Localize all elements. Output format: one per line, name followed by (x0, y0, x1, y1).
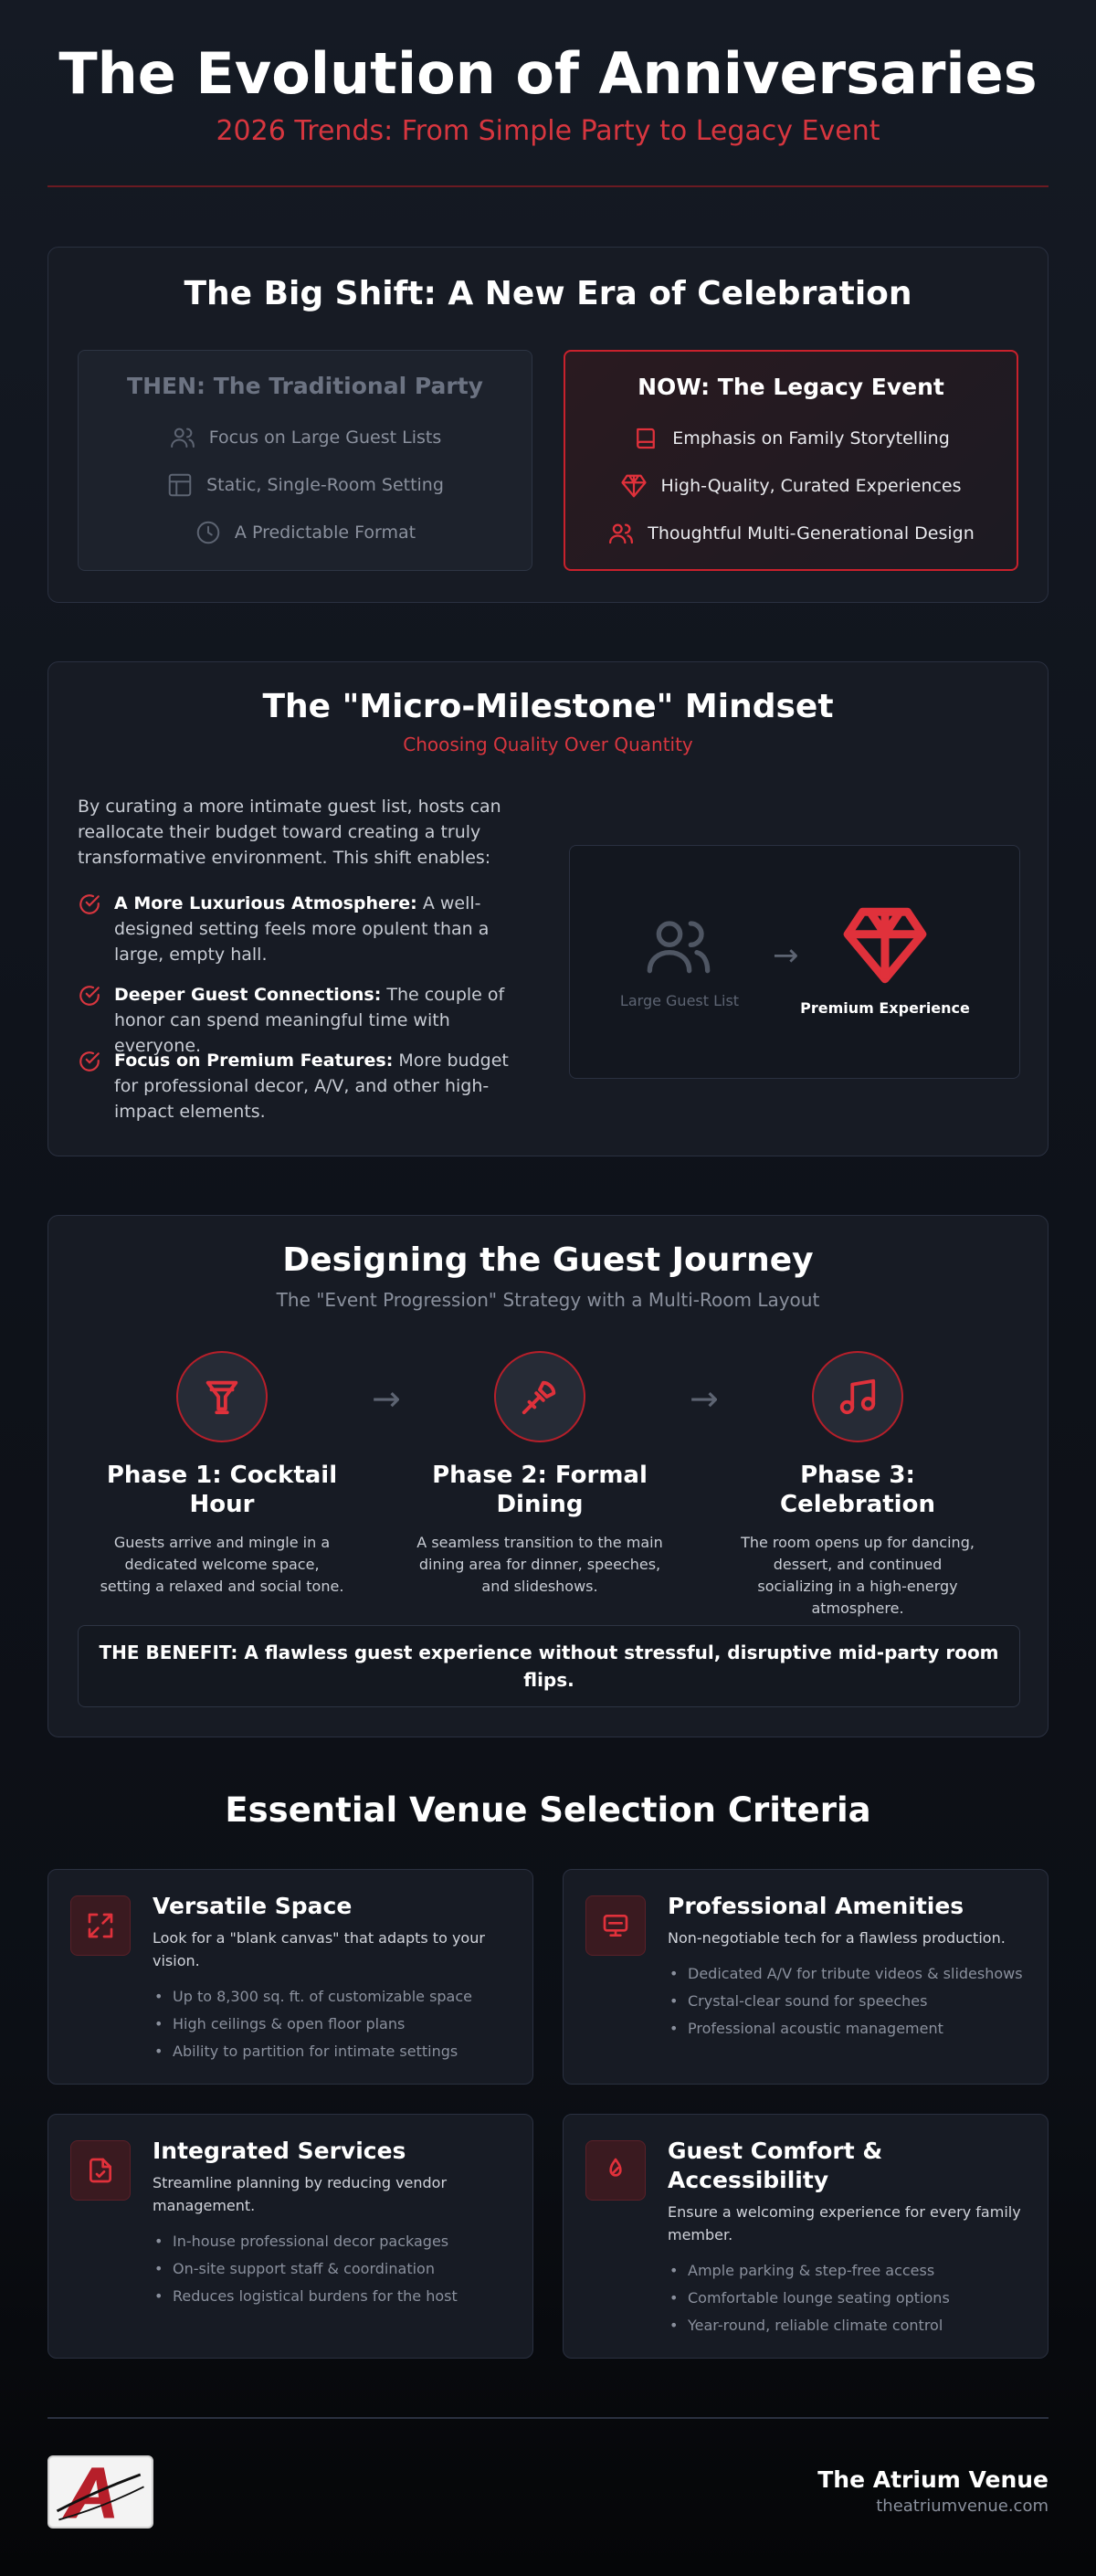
list-item: • Up to 8,300 sq. ft. of customizable space (153, 1983, 514, 2011)
phase-icon-circle (176, 1351, 268, 1442)
criteria-desc: Look for a "blank canvas" that adapts to your vision. (153, 1929, 485, 1969)
book-icon (632, 425, 659, 452)
criteria-icon-box (70, 2140, 131, 2201)
criteria-icon-box (70, 1895, 131, 1956)
criteria-body (153, 1892, 514, 2065)
criteria-body (668, 1892, 1029, 2043)
from-label: Large Guest List (619, 992, 740, 1009)
guest-journey-section (47, 1215, 1049, 1737)
then-item (79, 471, 532, 499)
criteria-icon-box (585, 2140, 646, 2201)
users-icon (607, 520, 635, 547)
benefit-item (78, 891, 525, 967)
benefit-heading: Deeper Guest Connections: (114, 985, 382, 1005)
criteria-card (47, 1869, 533, 2085)
benefit-callout: THE BENEFIT: A flawless guest experience without stressful, disruptive mid-party room flips. (78, 1625, 1020, 1707)
to-label: Premium Experience (800, 999, 970, 1017)
criteria-body (668, 2137, 1029, 2339)
criteria-body (153, 2137, 514, 2310)
file-check-icon (86, 2156, 115, 2185)
list-item: • Year-round, reliable climate control (668, 2312, 1029, 2339)
criteria-card (563, 1869, 1049, 2085)
criteria-desc: Non-negotiable tech for a flawless production. (668, 1929, 1006, 1947)
now-item-label: High-Quality, Curated Experiences (660, 476, 962, 496)
list-item: • Comfortable lounge seating options (668, 2285, 1029, 2312)
phase-desc: Guests arrive and mingle in a dedicated welcome space, setting a relaxed and social tone. (100, 1534, 344, 1595)
users-icon (639, 910, 718, 983)
now-item-label: Emphasis on Family Storytelling (672, 428, 950, 449)
intro-text: By curating a more intimate guest list, hosts can reallocate their budget toward creating a truly transformative environment. This shift enables: (78, 797, 501, 868)
list-item: • Professional acoustic management (668, 2015, 1029, 2043)
quality-visual (569, 845, 1020, 1079)
expand-icon (86, 1911, 115, 1940)
benefit-text: More budget for professional decor, A/V, and other high-impact elements. (114, 1050, 509, 1122)
gem-icon (835, 901, 935, 990)
criteria-card (47, 2114, 533, 2359)
phase-desc: A seamless transition to the main dining area for dinner, speeches, and slideshows. (416, 1534, 663, 1595)
venue-name: The Atrium Venue (817, 2466, 1049, 2493)
big-shift-section (47, 247, 1049, 603)
benefit-text: The couple of honor can spend meaningful time with everyone. (114, 985, 505, 1056)
criteria-list (153, 1983, 514, 2065)
criteria-desc: Ensure a welcoming experience for every family member. (668, 2203, 1021, 2243)
utensils-icon (519, 1376, 561, 1418)
criteria-list (668, 2257, 1029, 2339)
benefit-heading: A More Luxurious Atmosphere: (114, 893, 417, 913)
header-divider (47, 185, 1049, 187)
list-item: • Ability to partition for intimate settings (153, 2038, 514, 2065)
then-item (79, 424, 532, 451)
list-item: • On-site support staff & coordination (153, 2255, 514, 2283)
section-title: Designing the Guest Journey (282, 1241, 814, 1279)
list-item: • Ample parking & step-free access (668, 2257, 1029, 2285)
then-item-label: Static, Single-Room Setting (206, 475, 444, 495)
criteria-title: Essential Venue Selection Criteria (225, 1790, 871, 1830)
criteria-title-text: Integrated Services (153, 2138, 406, 2164)
section-title: The "Micro-Milestone" Mindset (262, 688, 834, 725)
footer-divider (47, 2417, 1049, 2419)
now-title: NOW: The Legacy Event (638, 374, 944, 400)
arrow-icon: → (372, 1378, 401, 1419)
page-title: The Evolution of Anniversaries (58, 40, 1038, 107)
then-item (79, 519, 532, 546)
criteria-title-text: Professional Amenities (668, 1893, 964, 1919)
arrow-icon: → (773, 937, 799, 974)
list-item: • In-house professional decor packages (153, 2228, 514, 2255)
users-icon (169, 424, 196, 451)
check-circle-icon (78, 892, 101, 916)
now-item-label: Thoughtful Multi-Generational Design (648, 523, 975, 544)
phase-icon-circle (812, 1351, 903, 1442)
list-item: • Crystal-clear sound for speeches (668, 1988, 1029, 2015)
criteria-title-text: Versatile Space (153, 1893, 353, 1919)
monitor-icon (601, 1911, 630, 1940)
list-item: • High ceilings & open floor plans (153, 2011, 514, 2038)
cocktail-icon (201, 1376, 243, 1418)
atrium-logo-icon (49, 2457, 152, 2527)
phase-title: Phase 2: Formal Dining (432, 1462, 648, 1518)
benefit-heading: Focus on Premium Features: (114, 1050, 394, 1071)
section-title: The Big Shift: A New Era of Celebration (184, 275, 912, 312)
section-subtitle: Choosing Quality Over Quantity (403, 734, 693, 755)
phase-icon-circle (494, 1351, 585, 1442)
gem-icon (620, 472, 648, 500)
arrow-icon: → (690, 1378, 719, 1419)
accessibility-icon (601, 2156, 630, 2185)
now-column (564, 350, 1018, 571)
phase-desc: The room opens up for dancing, dessert, and continued socializing in a high-energy atmosphere. (741, 1534, 975, 1617)
then-title: THEN: The Traditional Party (127, 373, 483, 399)
now-item (565, 520, 1017, 547)
clock-icon (195, 519, 222, 546)
criteria-card (563, 2114, 1049, 2359)
criteria-desc: Streamline planning by reducing vendor management. (153, 2174, 448, 2214)
phase-item (721, 1351, 995, 1620)
layout-icon (166, 471, 194, 499)
criteria-icon-box (585, 1895, 646, 1956)
list-item: • Dedicated A/V for tribute videos & slideshows (668, 1960, 1029, 1988)
criteria-list (668, 1960, 1029, 2043)
then-item-label: A Predictable Format (234, 523, 416, 543)
micro-milestone-section (47, 661, 1049, 1156)
phase-item (85, 1351, 359, 1598)
list-item: • Reduces logistical burdens for the host (153, 2283, 514, 2310)
phase-title: Phase 3: Celebration (780, 1462, 935, 1518)
now-item (565, 425, 1017, 452)
benefit-text: A well-designed setting feels more opulent than a large, empty hall. (114, 893, 490, 965)
criteria-title-text: Guest Comfort & Accessibility (668, 2138, 883, 2193)
check-circle-icon (78, 1050, 101, 1073)
venue-url-link[interactable]: theatriumvenue.com (876, 2497, 1049, 2516)
then-column (78, 350, 532, 571)
phase-title: Phase 1: Cocktail Hour (106, 1462, 338, 1518)
venue-logo (47, 2455, 153, 2528)
then-item-label: Focus on Large Guest Lists (208, 428, 442, 448)
check-circle-icon (78, 984, 101, 1008)
phase-item (403, 1351, 677, 1598)
benefit-item (78, 1048, 525, 1124)
criteria-list (153, 2228, 514, 2310)
now-item (565, 472, 1017, 500)
page-subtitle: 2026 Trends: From Simple Party to Legacy Event (216, 115, 880, 147)
music-icon (837, 1376, 879, 1418)
section-subtitle: The "Event Progression" Strategy with a Multi-Room Layout (276, 1289, 820, 1311)
